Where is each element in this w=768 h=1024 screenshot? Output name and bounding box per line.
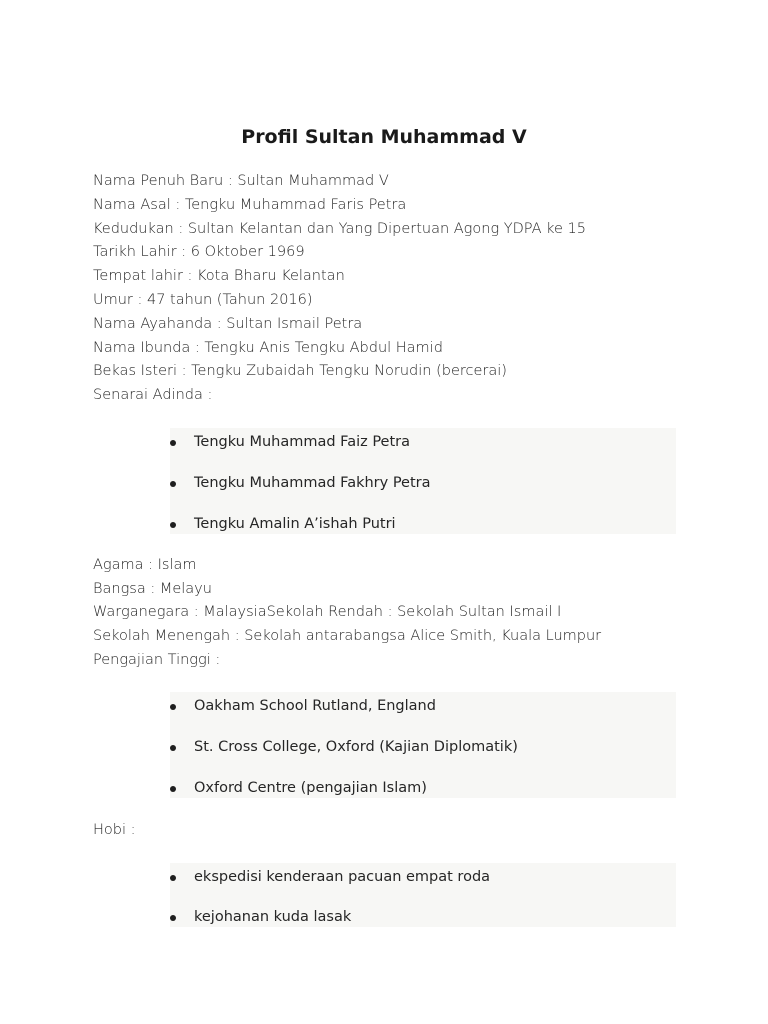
bullet-icon bbox=[170, 786, 176, 792]
info-line: Agama : Islam bbox=[93, 557, 197, 573]
bullet-icon bbox=[170, 481, 176, 487]
info-line: Warganegara : MalaysiaSekolah Rendah : Sekolah Sultan Ismail I bbox=[93, 604, 562, 620]
hobbies-label: Hobi : bbox=[93, 822, 136, 838]
bullet-icon bbox=[170, 875, 176, 881]
list-item-label: Tengku Muhammad Fakhry Petra bbox=[194, 475, 431, 491]
profile-line: Nama Ayahanda : Sultan Ismail Petra bbox=[93, 316, 363, 332]
info-line: Sekolah Menengah : Sekolah antarabangsa Alice Smith, Kuala Lumpur bbox=[93, 628, 602, 644]
list-item-label: Tengku Muhammad Faiz Petra bbox=[194, 434, 411, 450]
profile-line: Bekas Isteri : Tengku Zubaidah Tengku Norudin (bercerai) bbox=[93, 363, 507, 379]
bullet-icon bbox=[170, 440, 176, 446]
list-item-label: kejohanan kuda lasak bbox=[194, 909, 352, 925]
profile-line: Tempat lahir : Kota Bharu Kelantan bbox=[93, 268, 345, 284]
list-item-label: St. Cross College, Oxford (Kajian Diplomatik) bbox=[194, 739, 518, 755]
education-list bbox=[170, 692, 676, 798]
profile-line: Senarai Adinda : bbox=[93, 387, 213, 403]
info-line: Bangsa : Melayu bbox=[93, 581, 212, 597]
info-line: Pengajian Tinggi : bbox=[93, 652, 221, 668]
bullet-icon bbox=[170, 704, 176, 710]
siblings-list bbox=[170, 428, 676, 534]
bullet-icon bbox=[170, 745, 176, 751]
profile-line: Tarikh Lahir : 6 Oktober 1969 bbox=[93, 244, 305, 260]
list-item-label: Tengku Amalin A’ishah Putri bbox=[194, 516, 396, 532]
bullet-icon bbox=[170, 915, 176, 921]
profile-line: Umur : 47 tahun (Tahun 2016) bbox=[93, 292, 313, 308]
page-title: Profil Sultan Muhammad V bbox=[241, 126, 527, 148]
profile-line: Nama Ibunda : Tengku Anis Tengku Abdul Hamid bbox=[93, 340, 443, 356]
bullet-icon bbox=[170, 522, 176, 528]
list-item-label: Oakham School Rutland, England bbox=[194, 698, 436, 714]
list-item-label: ekspedisi kenderaan pacuan empat roda bbox=[194, 869, 491, 885]
profile-line: Kedudukan : Sultan Kelantan dan Yang Dipertuan Agong YDPA ke 15 bbox=[93, 221, 586, 237]
profile-line: Nama Asal : Tengku Muhammad Faris Petra bbox=[93, 197, 407, 213]
list-item-label: Oxford Centre (pengajian Islam) bbox=[194, 780, 427, 796]
profile-line: Nama Penuh Baru : Sultan Muhammad V bbox=[93, 173, 389, 189]
hobbies-list bbox=[170, 863, 676, 927]
